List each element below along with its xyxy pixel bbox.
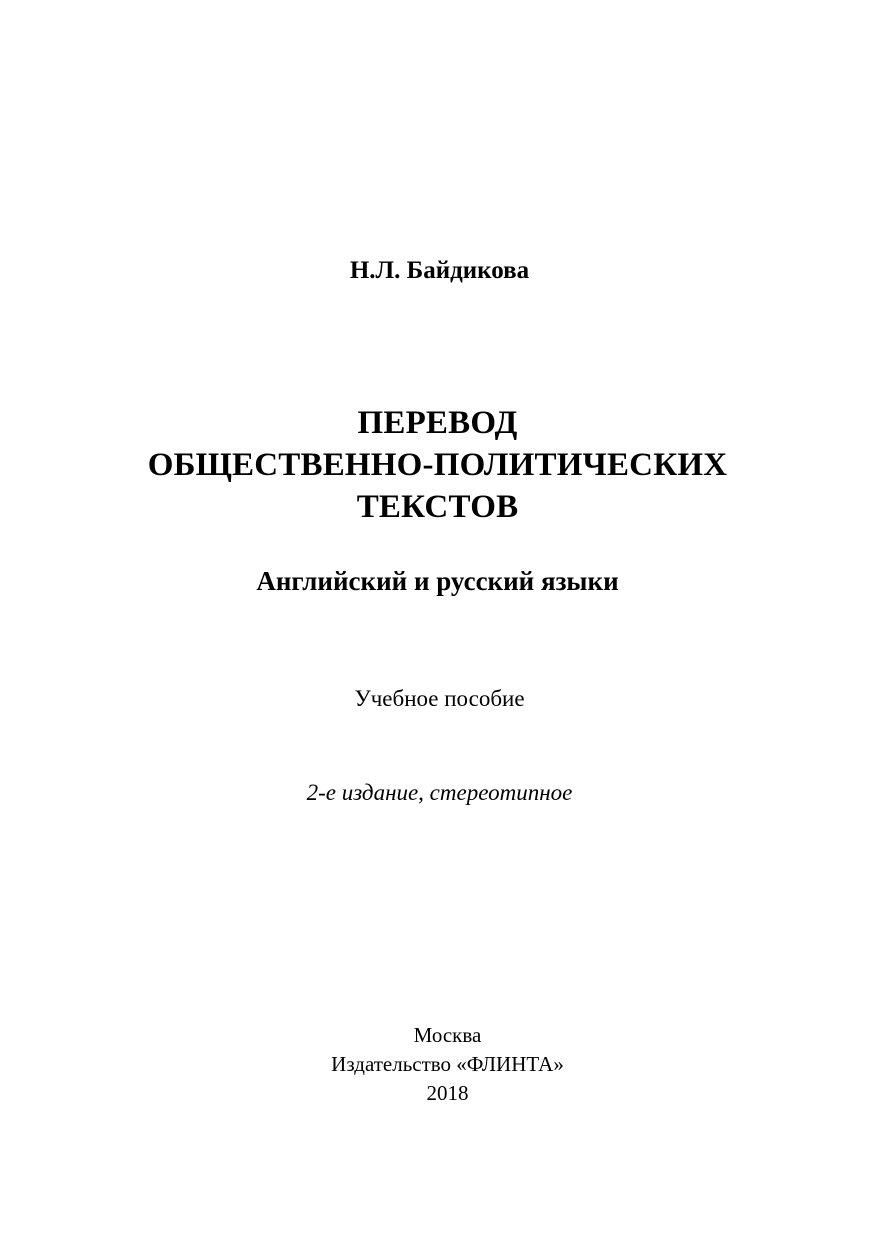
publication-type: Учебное пособие <box>354 686 525 711</box>
imprint <box>0 1021 875 1108</box>
book-title <box>0 402 875 528</box>
title-line-1: ПЕРЕВОД <box>357 405 518 441</box>
imprint-city: Москва <box>413 1023 482 1047</box>
author-name: Н.Л. Байдикова <box>349 257 530 284</box>
title-line-3: ТЕКСТОВ <box>356 489 519 525</box>
title-line-2: ОБЩЕСТВЕННО-ПОЛИТИЧЕСКИХ <box>147 447 728 483</box>
imprint-year: 2018 <box>426 1081 469 1105</box>
book-subtitle: Английский и русский языки <box>256 566 619 596</box>
imprint-publisher: Издательство «ФЛИНТА» <box>331 1052 564 1076</box>
edition-note: 2-е издание, стереотипное <box>306 780 573 805</box>
